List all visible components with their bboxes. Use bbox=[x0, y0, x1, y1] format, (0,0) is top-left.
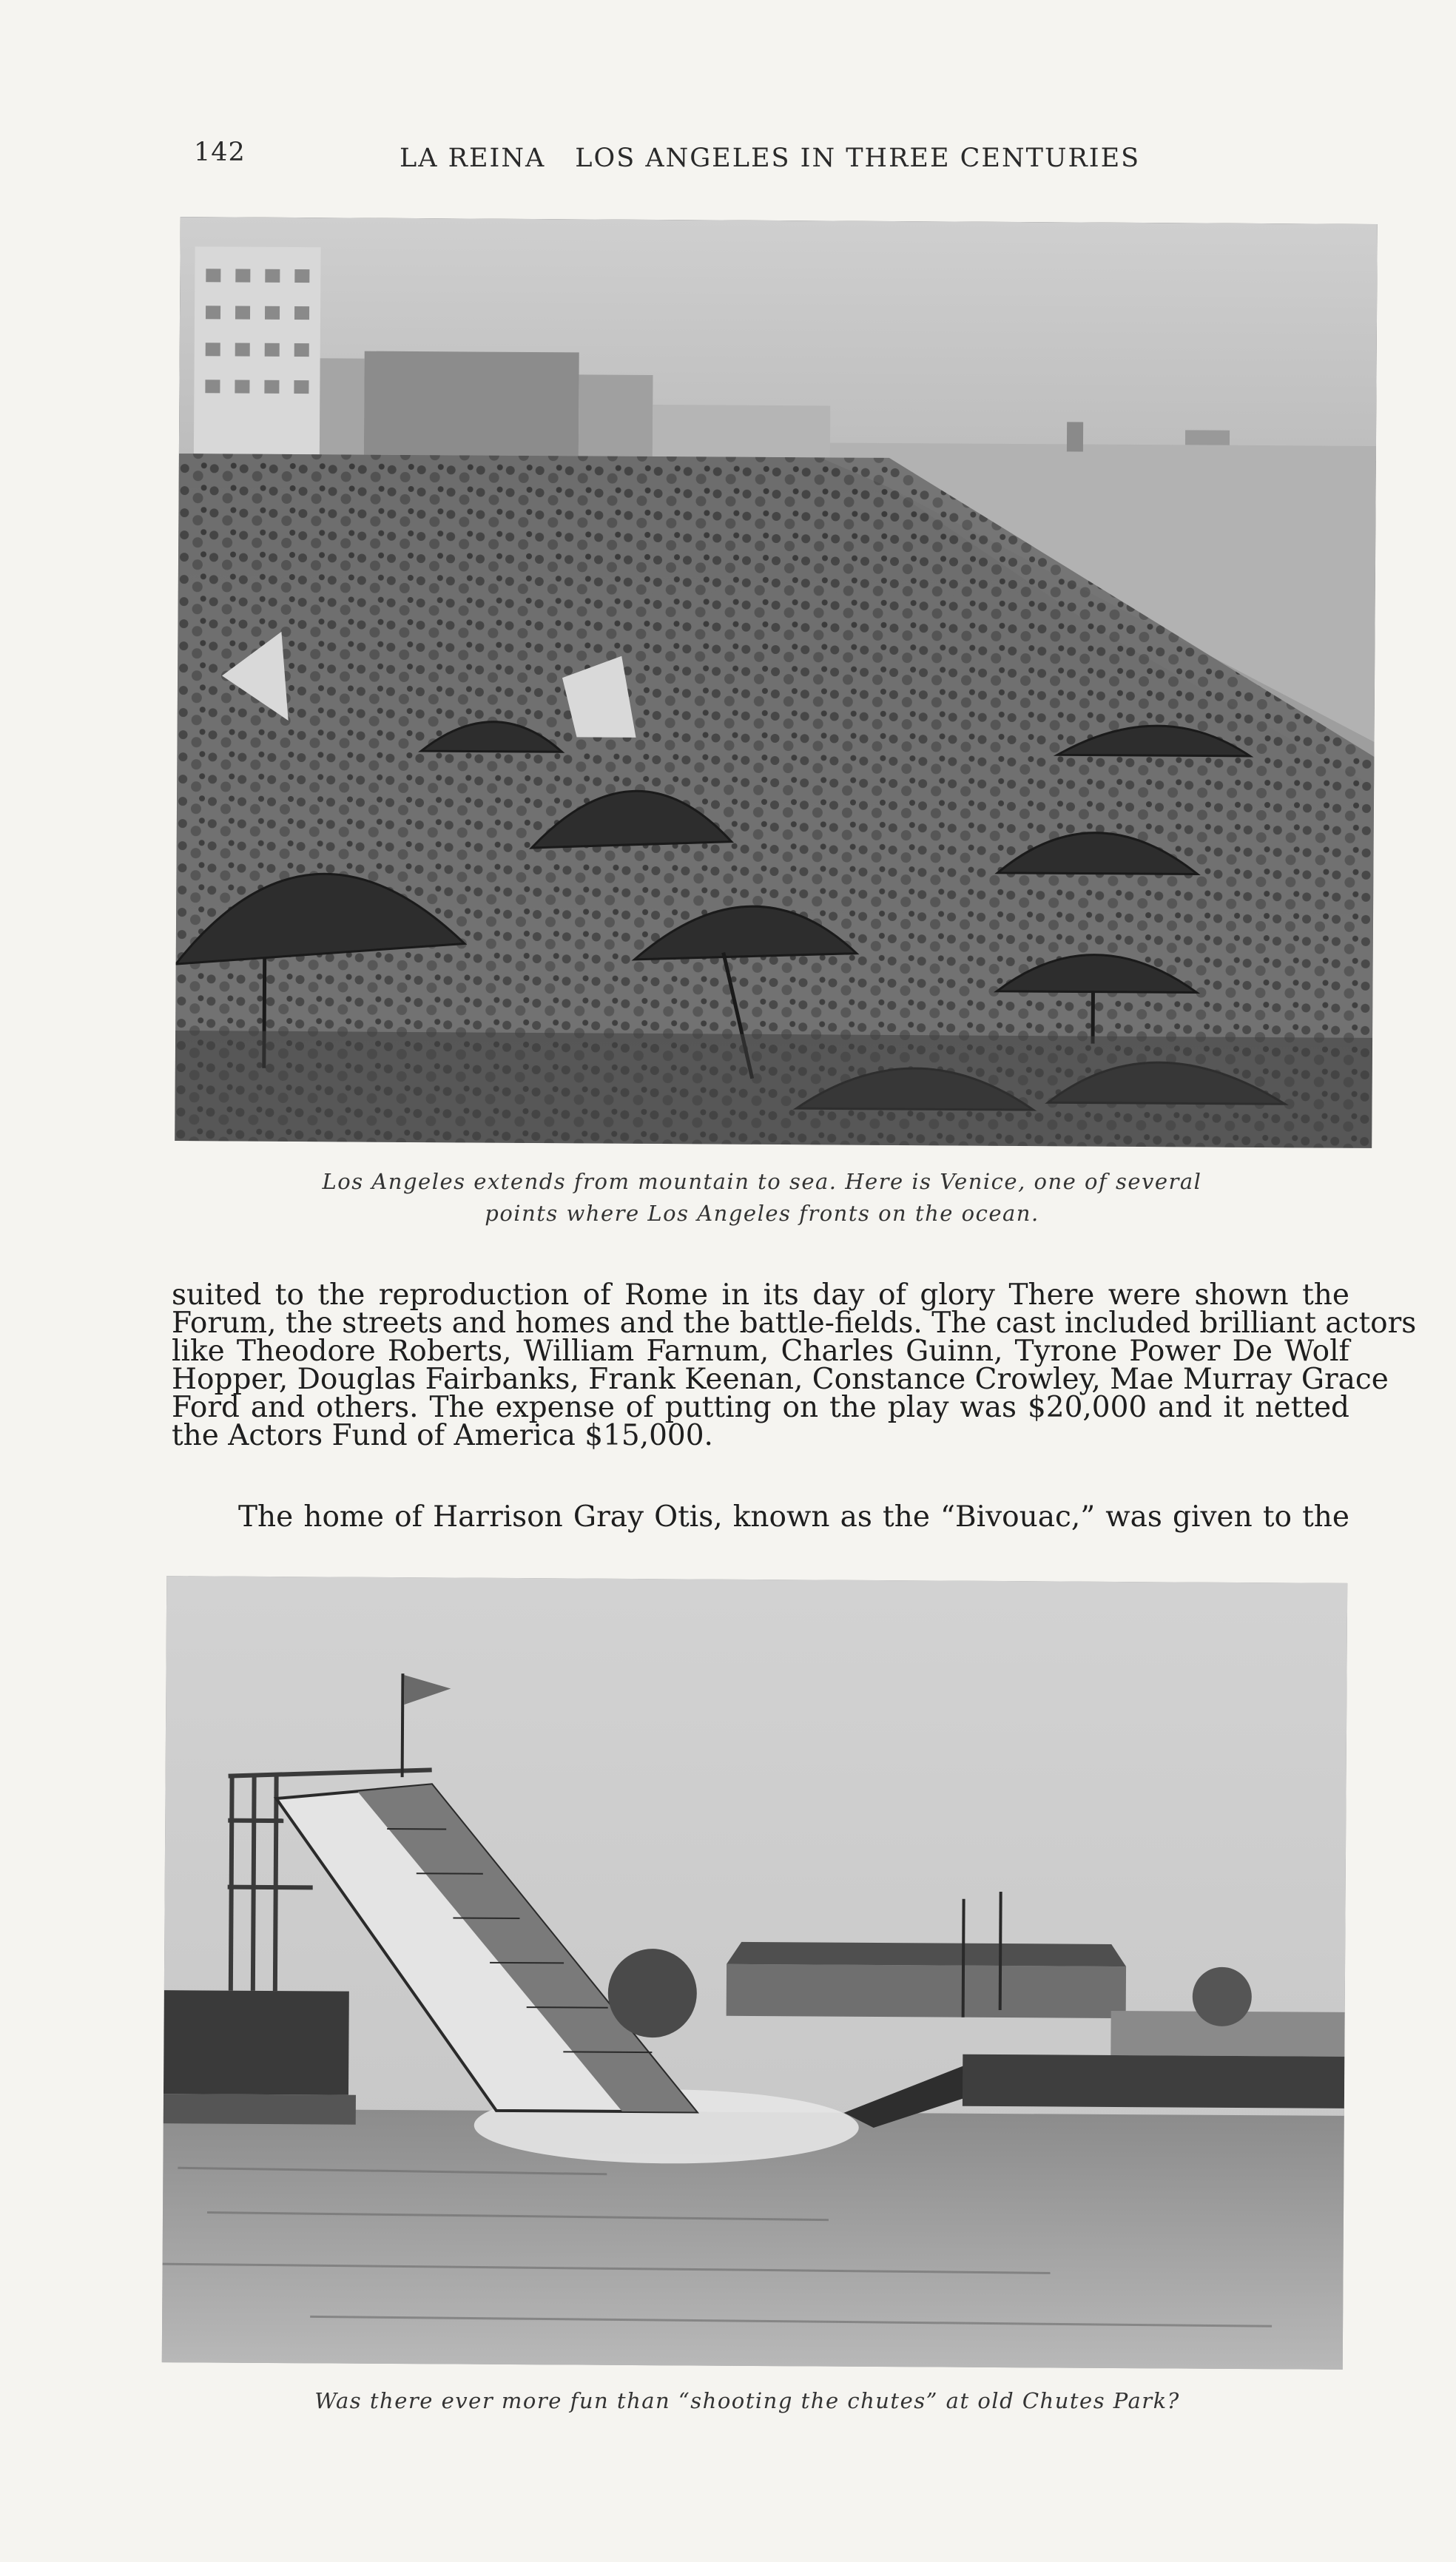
venice-caption-line-1: Los Angeles extends from mountain to sea. Here is Venice, one of several bbox=[322, 1169, 1202, 1194]
paragraph-1-line: Ford and others. The expense of putting on the play was $20,000 and it netted bbox=[172, 1391, 1349, 1424]
running-head-title: LOS ANGELES IN THREE CENTURIES bbox=[575, 144, 1141, 173]
chutes-caption: Was there ever more fun than “shooting the chutes” at old Chutes Park? bbox=[314, 2388, 1180, 2413]
venice-beach-photo bbox=[175, 217, 1378, 1148]
paragraph-1-line: Hopper, Douglas Fairbanks, Frank Keenan, Constance Crowley, Mae Murray Grace bbox=[172, 1363, 1389, 1396]
paragraph-1-line: Forum, the streets and homes and the battle-fields. The cast included brilliant actors bbox=[172, 1307, 1417, 1340]
paragraph-2-line: The home of Harrison Gray Otis, known as the “Bivouac,” was given to the bbox=[238, 1500, 1349, 1534]
venice-beach-illustration bbox=[175, 217, 1378, 1148]
running-head-series: LA REINA bbox=[400, 144, 546, 173]
paragraph-2 bbox=[172, 1500, 1349, 1534]
chutes-park-photo bbox=[162, 1576, 1347, 2370]
page-number: 142 bbox=[194, 138, 246, 167]
paragraph-1-line: suited to the reproduction of Rome in its day of glory There were shown the bbox=[172, 1278, 1349, 1312]
venice-caption-line-2: points where Los Angeles fronts on the ocean. bbox=[485, 1201, 1039, 1226]
running-head bbox=[400, 144, 1140, 173]
paragraph-1 bbox=[172, 1278, 1417, 1452]
chutes-park-illustration bbox=[162, 1576, 1347, 2370]
paragraph-1-line: like Theodore Roberts, William Farnum, Charles Guinn, Tyrone Power De Wolf bbox=[172, 1335, 1349, 1368]
paragraph-1-line: the Actors Fund of America $15,000. bbox=[172, 1419, 713, 1452]
